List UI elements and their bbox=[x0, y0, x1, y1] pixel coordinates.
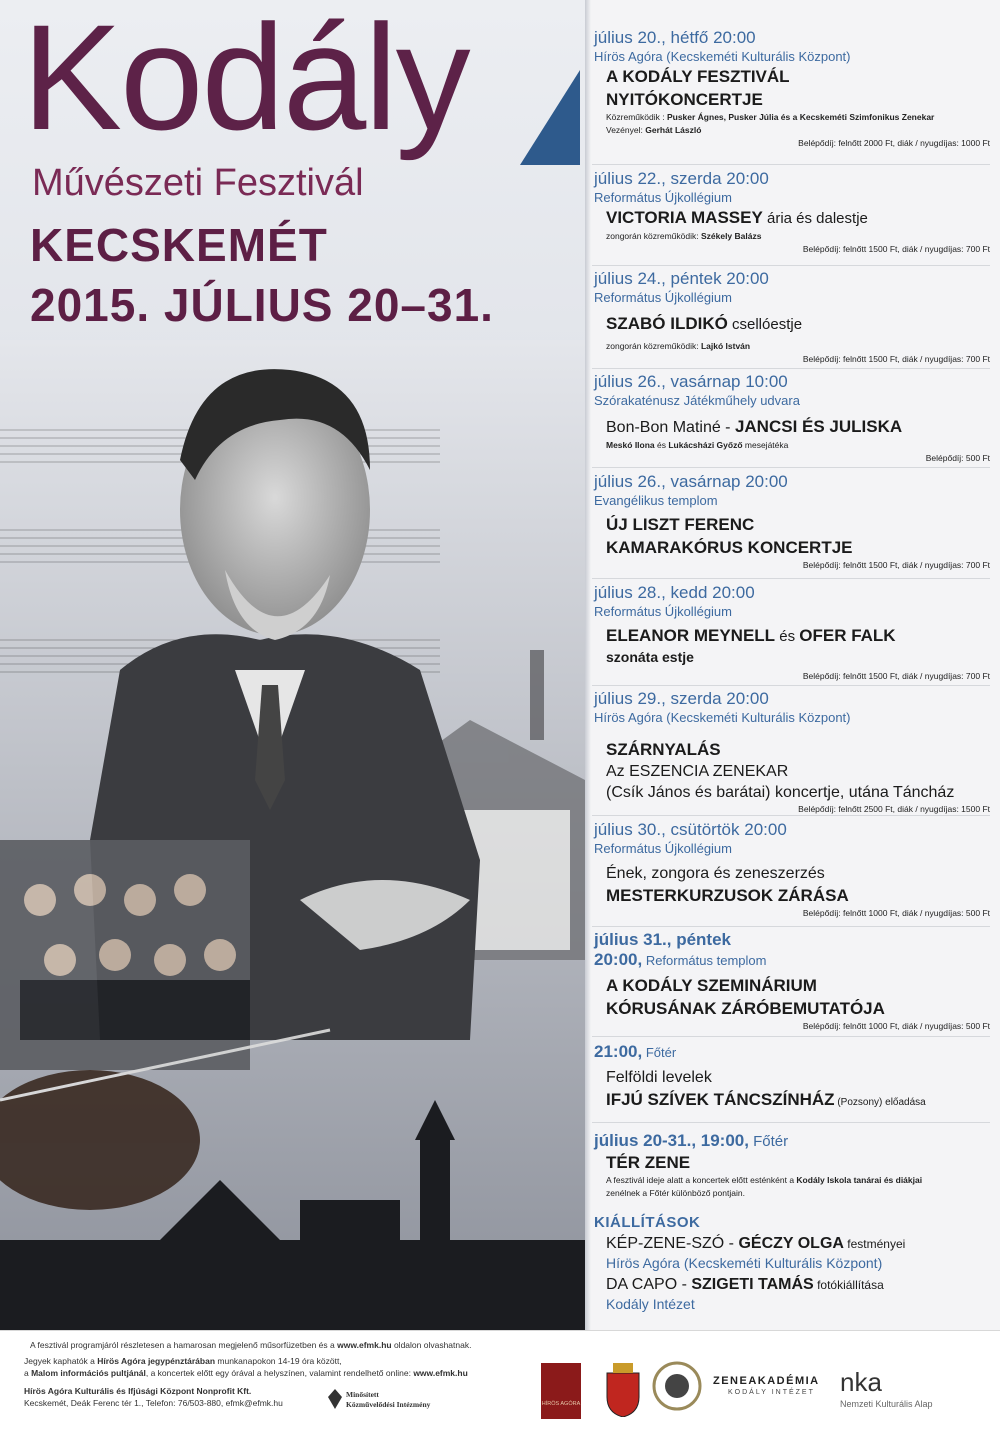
event-date bbox=[594, 930, 990, 950]
event-venue: Református Újkollégium bbox=[594, 190, 732, 205]
note-tail: mesejátéka bbox=[742, 440, 789, 450]
event-subtitle: Ének, zongora és zeneszerzés bbox=[606, 865, 825, 882]
zeneakademia-logo: ZENEAKADÉMIA bbox=[713, 1375, 820, 1387]
event-date: július 26., vasárnap 20:00 bbox=[594, 472, 788, 491]
event-date: július 29., szerda 20:00 bbox=[594, 689, 769, 708]
event-price: Belépődíj: felnőtt 1000 Ft, diák / nyugdíjas: 500 Ft bbox=[802, 1021, 990, 1031]
divider bbox=[592, 265, 990, 266]
divider bbox=[592, 926, 990, 927]
hiros-agora-logo-text: HÍRÖS AGÓRA bbox=[541, 1401, 581, 1407]
event-szeminarium bbox=[594, 930, 990, 1032]
event-title: TÉR ZENE bbox=[606, 1153, 691, 1172]
event-szarnyalas bbox=[594, 689, 990, 815]
divider bbox=[592, 368, 990, 369]
event-ter-zene bbox=[594, 1131, 990, 1200]
event-date: július 28., kedd 20:00 bbox=[594, 583, 755, 602]
da-capo-medallion-icon bbox=[652, 1361, 702, 1411]
event-title: A KODÁLY SZEMINÁRIUM bbox=[606, 976, 817, 995]
event-title-2: KAMARAKÓRUS KONCERTJE bbox=[606, 538, 853, 557]
exhibition-type: festményei bbox=[843, 1237, 906, 1251]
event-title bbox=[594, 415, 990, 439]
festival-subtitle: Művészeti Fesztivál bbox=[32, 162, 364, 204]
ticket-office: Hírös Agóra jegypénztárában bbox=[97, 1356, 216, 1366]
note-conductor: Gerhát László bbox=[645, 125, 702, 135]
brand-accent-bar bbox=[520, 70, 580, 165]
portrait-collage bbox=[0, 340, 585, 1330]
event-venue: Református Újkollégium bbox=[594, 604, 732, 619]
event-matine bbox=[594, 372, 990, 464]
coat-of-arms-icon bbox=[603, 1363, 643, 1417]
note-performer: Meskó Ilona bbox=[606, 440, 655, 450]
event-note bbox=[594, 230, 990, 243]
event-subtitle: Az ESZENCIA ZENEKAR bbox=[606, 763, 789, 780]
footer bbox=[0, 1330, 1000, 1429]
organizer-address: Kecskemét, Deák Ferenc tér 1., Telefon: 76/503-880, efmk@efmk.hu bbox=[24, 1398, 283, 1408]
exhibition-item bbox=[594, 1233, 990, 1255]
show-name: JANCSI ÉS JULISKA bbox=[734, 417, 903, 436]
exhibition-title: DA CAPO - bbox=[606, 1276, 692, 1293]
performer-name: VICTORIA MASSEY bbox=[606, 208, 763, 227]
performer-name: SZABÓ ILDIKÓ bbox=[606, 314, 728, 333]
footer-ticket-line-2 bbox=[24, 1367, 468, 1379]
event-title bbox=[594, 312, 990, 336]
event-liszt-choir bbox=[594, 472, 990, 571]
event-ifju-szivek bbox=[594, 1042, 990, 1114]
event-price: Belépődíj: felnőtt 2000 Ft, diák / nyugdíjas: 1000 Ft bbox=[798, 138, 990, 148]
event-venue: Szórakaténusz Játékműhely udvara bbox=[594, 393, 800, 408]
event-venue: Református Újkollégium bbox=[594, 841, 732, 856]
choir bbox=[0, 840, 250, 1070]
exhibitions-heading: KIÁLLÍTÁSOK bbox=[594, 1214, 701, 1231]
event-szabo bbox=[594, 269, 990, 365]
event-venue: Református templom bbox=[642, 953, 767, 968]
event-title-2: KÓRUSÁNAK ZÁRÓBEMUTATÓJA bbox=[606, 999, 885, 1018]
certification-icon bbox=[328, 1389, 342, 1409]
joiner: és bbox=[775, 628, 800, 645]
event-title-2: NYITÓKONCERTJE bbox=[606, 90, 763, 109]
divider bbox=[592, 815, 990, 816]
event-title: A KODÁLY FESZTIVÁL bbox=[606, 67, 790, 86]
performer-name-2: OFER FALK bbox=[799, 626, 896, 645]
exhibition-type: fotókiállítása bbox=[813, 1278, 884, 1292]
text: , a koncertek előtt egy órával a helyszínen, valamint rendelhető online: bbox=[145, 1368, 414, 1378]
divider bbox=[592, 1122, 990, 1123]
event-type: szonáta estje bbox=[606, 649, 694, 665]
festival-dates: 2015. JÚLIUS 20–31. bbox=[30, 279, 494, 331]
ensemble-name: IFJÚ SZÍVEK TÁNCSZÍNHÁZ bbox=[606, 1090, 835, 1109]
event-note bbox=[594, 111, 990, 124]
date-text: július 31., péntek bbox=[594, 930, 731, 949]
nka-logo: nka bbox=[840, 1367, 882, 1397]
event-venue: Evangélikus templom bbox=[594, 493, 718, 508]
note-performers: Kodály Iskola tanárai és diákjai bbox=[796, 1175, 923, 1185]
text: A fesztivál programjáról részletesen a hamarosan megjelenő műsorfüzetben és a bbox=[30, 1340, 338, 1350]
note-label: Vezényel: bbox=[606, 125, 646, 135]
text: oldalon olvashatnak. bbox=[391, 1340, 472, 1350]
event-subtitle: Felföldi levelek bbox=[606, 1069, 712, 1086]
event-venue: Református Újkollégium bbox=[594, 290, 732, 305]
event-time: 20:00, bbox=[594, 950, 643, 969]
divider bbox=[592, 164, 990, 165]
organizer-name: Hírös Agóra Kulturális és Ifjúsági Központ Nonprofit Kft. bbox=[24, 1386, 252, 1396]
event-type: csellóestje bbox=[727, 316, 803, 333]
ensemble-city: (Pozsony) bbox=[834, 1097, 883, 1108]
event-venue: Főtér bbox=[642, 1045, 677, 1060]
event-title bbox=[594, 1088, 990, 1114]
event-venue: Hírös Agóra (Kecskeméti Kulturális Központ) bbox=[594, 49, 851, 64]
event-date: július 20-31., 19:00, bbox=[594, 1131, 749, 1150]
divider bbox=[592, 578, 990, 579]
event-note-2: zenélnek a Főtér különböző pontjain. bbox=[606, 1188, 745, 1198]
note-label: Közreműködik : bbox=[606, 112, 667, 122]
certification-line-2: Közművelődési Intézmény bbox=[346, 1400, 431, 1409]
event-date: július 20., hétfő 20:00 bbox=[594, 28, 756, 47]
event-type: ária és dalestje bbox=[762, 210, 868, 227]
event-note bbox=[594, 1174, 990, 1187]
exhibitions bbox=[594, 1214, 990, 1313]
exhibition-venue-2: Kodály Intézet bbox=[606, 1296, 695, 1312]
text: munkanapokon 14-19 óra között, bbox=[215, 1356, 342, 1366]
exhibition-item-2 bbox=[594, 1274, 990, 1296]
event-date: július 26., vasárnap 10:00 bbox=[594, 372, 788, 391]
event-date: július 30., csütörtök 20:00 bbox=[594, 820, 787, 839]
footer-ticket-line bbox=[24, 1355, 342, 1367]
event-venue: Hírös Agóra (Kecskeméti Kulturális Központ) bbox=[594, 710, 851, 725]
note-joiner: és bbox=[654, 440, 669, 450]
event-time: 21:00, bbox=[594, 1042, 643, 1061]
divider bbox=[592, 1036, 990, 1037]
event-venue: Főtér bbox=[748, 1133, 789, 1150]
event-meynell-falk bbox=[594, 583, 990, 682]
event-title bbox=[594, 206, 990, 230]
text: a bbox=[24, 1368, 32, 1378]
event-note bbox=[594, 340, 990, 353]
hiros-agora-logo bbox=[541, 1363, 581, 1419]
kodaly-intezet-logo-text: KODÁLY INTÉZET bbox=[728, 1389, 815, 1396]
exhibition-venue: Hírös Agóra (Kecskeméti Kulturális Központ) bbox=[606, 1255, 883, 1271]
event-title: MESTERKURZUSOK ZÁRÁSA bbox=[606, 886, 849, 905]
event-price: Belépődíj: felnőtt 1500 Ft, diák / nyugdíjas: 700 Ft bbox=[802, 354, 990, 364]
event-date: július 22., szerda 20:00 bbox=[594, 169, 769, 188]
event-title: SZÁRNYALÁS bbox=[606, 740, 721, 759]
note-pianist: Székely Balázs bbox=[700, 231, 762, 241]
event-price: Belépődíj: felnőtt 1500 Ft, diák / nyugdíjas: 700 Ft bbox=[802, 560, 990, 570]
event-title: ÚJ LISZT FERENC bbox=[606, 515, 755, 534]
event-date: július 24., péntek 20:00 bbox=[594, 269, 769, 288]
info-desk: Malom információs pultjánál bbox=[31, 1368, 146, 1378]
event-title bbox=[594, 624, 990, 648]
event-note-2 bbox=[594, 124, 990, 137]
event-price: Belépődíj: felnőtt 1500 Ft, diák / nyugdíjas: 700 Ft bbox=[802, 671, 990, 681]
note-pianist: Lajkó István bbox=[700, 341, 751, 351]
divider bbox=[592, 685, 990, 686]
series-name: Bon-Bon Matiné - bbox=[606, 419, 735, 436]
note-text: A fesztivál ideje alatt a koncertek előtt esténként a bbox=[606, 1175, 797, 1185]
website-link[interactable]: www.efmk.hu bbox=[413, 1368, 468, 1378]
event-type: előadása bbox=[882, 1097, 926, 1108]
event-price: Belépődíj: felnőtt 1000 Ft, diák / nyugdíjas: 500 Ft bbox=[802, 908, 990, 918]
event-massey bbox=[594, 169, 990, 255]
note-label: zongorán közreműködik: bbox=[606, 341, 701, 351]
website-link[interactable]: www.efmk.hu bbox=[337, 1340, 392, 1350]
divider bbox=[592, 467, 990, 468]
panel-edge bbox=[585, 0, 591, 1330]
brand-title: Kodály bbox=[22, 0, 469, 161]
event-price: Belépődíj: felnőtt 1500 Ft, diák / nyugdíjas: 700 Ft bbox=[802, 244, 990, 254]
event-mesterkurzus bbox=[594, 820, 990, 919]
nka-logo-text: Nemzeti Kulturális Alap bbox=[840, 1399, 933, 1409]
footer-info-line bbox=[30, 1339, 471, 1351]
text: Jegyek kaphatók a bbox=[24, 1356, 98, 1366]
event-description: (Csík János és barátai) koncertje, utána Táncház bbox=[606, 784, 955, 801]
event-price: Belépődíj: felnőtt 2500 Ft, diák / nyugdíjas: 1500 Ft bbox=[798, 804, 990, 814]
event-opening bbox=[594, 28, 990, 149]
note-label: zongorán közreműködik: bbox=[606, 231, 701, 241]
note-performers: Pusker Ágnes, Pusker Júlia és a Kecskeméti Szimfonikus Zenekar bbox=[666, 112, 935, 122]
certification-line-1: Minősített bbox=[346, 1390, 379, 1399]
note-performer-2: Lukácsházi Győző bbox=[668, 440, 743, 450]
event-price: Belépődíj: 500 Ft bbox=[925, 453, 990, 463]
city-name: KECSKEMÉT bbox=[30, 219, 328, 271]
event-note bbox=[594, 439, 990, 452]
performer-name: ELEANOR MEYNELL bbox=[606, 626, 776, 645]
exhibition-title: KÉP-ZENE-SZÓ - bbox=[606, 1235, 739, 1252]
artist-name: SZIGETI TAMÁS bbox=[691, 1276, 814, 1293]
artist-name: GÉCZY OLGA bbox=[738, 1235, 844, 1252]
